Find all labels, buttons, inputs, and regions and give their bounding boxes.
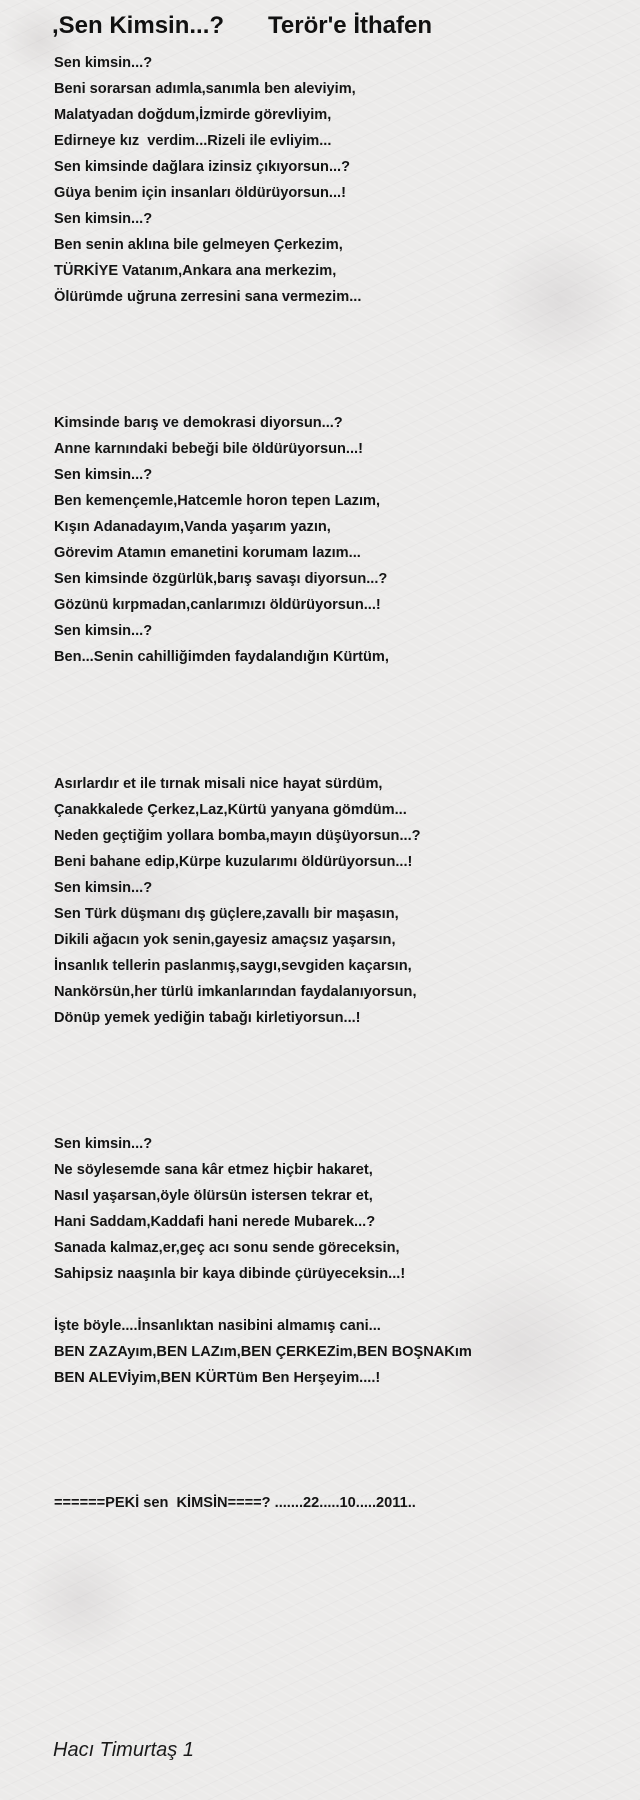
stanza-4 <box>54 1131 472 1391</box>
poem-line: Kışın Adanadayım,Vanda yaşarım yazın, <box>54 519 331 535</box>
poem-line: TÜRKİYE Vatanım,Ankara ana merkezim, <box>54 263 337 279</box>
poem-line: Hani Saddam,Kaddafi hani nerede Mubarek...? <box>54 1214 376 1230</box>
poem-line: Güya benim için insanları öldürüyorsun...! <box>54 185 346 201</box>
poem-line: Sahipsiz naaşınla bir kaya dibinde çürüyeceksin...! <box>54 1266 406 1282</box>
stanza-3 <box>54 771 421 1031</box>
poem-line: Sen kimsin...? <box>54 55 153 71</box>
poem-title <box>52 12 432 40</box>
poem-line: Beni sorarsan adımla,sanımla ben aleviyim, <box>54 81 356 97</box>
poem-line-blank <box>54 1287 472 1313</box>
poem-line: Sen kimsinde dağlara izinsiz çıkıyorsun...? <box>54 159 351 175</box>
poem-line: Sen kimsin...? <box>54 467 153 483</box>
poem-line: İnsanlık tellerin paslanmış,saygı,sevgiden kaçarsın, <box>54 958 412 974</box>
poem-line: Sanada kalmaz,er,geç acı sonu sende göreceksin, <box>54 1240 400 1256</box>
poem-title-dedication: Terör'e İthafen <box>268 12 432 39</box>
poem-line: Sen kimsinde özgürlük,barış savaşı diyorsun...? <box>54 571 388 587</box>
poem-line: Kimsinde barış ve demokrasi diyorsun...? <box>54 415 343 431</box>
poem-line: Nankörsün,her türlü imkanlarından faydalanıyorsun, <box>54 984 417 1000</box>
poem-line: Sen Türk düşmanı dış güçlere,zavallı bir maşasın, <box>54 906 399 922</box>
poem-line: Sen kimsin...? <box>54 623 153 639</box>
poem-line: Sen kimsin...? <box>54 211 153 227</box>
poem-line: Neden geçtiğim yollara bomba,mayın düşüyorsun...? <box>54 828 421 844</box>
poem-line: Ben senin aklına bile gelmeyen Çerkezim, <box>54 237 343 253</box>
poem-line: Ben kemençemle,Hatcemle horon tepen Lazım, <box>54 493 381 509</box>
poem-line: Asırlardır et ile tırnak misali nice hayat sürdüm, <box>54 776 383 792</box>
stanza-2 <box>54 410 389 670</box>
poem-line: Edirneye kız verdim...Rizeli ile evliyim... <box>54 133 332 149</box>
poem-line: Dikili ağacın yok senin,gayesiz amaçsız yaşarsın, <box>54 932 396 948</box>
poem-line: Gözünü kırpmadan,canlarımızı öldürüyorsun...! <box>54 597 381 613</box>
poem-line: BEN ALEVİyim,BEN KÜRTüm Ben Herşeyim....! <box>54 1370 381 1386</box>
poem-line: Dönüp yemek yediğin tabağı kirletiyorsun...! <box>54 1010 361 1026</box>
poem-line: Sen kimsin...? <box>54 880 153 896</box>
poem-line: Nasıl yaşarsan,öyle ölürsün istersen tekrar et, <box>54 1188 373 1204</box>
poem-line: Ne söylesemde sana kâr etmez hiçbir hakaret, <box>54 1162 373 1178</box>
stanza-1 <box>54 50 361 310</box>
author-signature: Hacı Timurtaş 1 <box>53 1739 194 1761</box>
poem-line: Ben...Senin cahilliğimden faydalandığın Kürtüm, <box>54 649 389 665</box>
poem-closing-line: ======PEKİ sen KİMSİN====? .......22.....10.....2011.. <box>54 1495 416 1511</box>
poem-line: İşte böyle....İnsanlıktan nasibini almamış cani... <box>54 1318 381 1334</box>
poem-line: Görevim Atamın emanetini korumam lazım... <box>54 545 361 561</box>
poem-line: BEN ZAZAyım,BEN LAZım,BEN ÇERKEZim,BEN BOŞNAKım <box>54 1344 472 1360</box>
poem-line: Sen kimsin...? <box>54 1136 153 1152</box>
poem-title-main: ,Sen Kimsin...? <box>52 12 225 39</box>
poem-line: Beni bahane edip,Kürpe kuzularımı öldürüyorsun...! <box>54 854 413 870</box>
stanza-5-closing <box>54 1490 416 1516</box>
poem-line: Malatyadan doğdum,İzmirde görevliyim, <box>54 107 332 123</box>
poem-line: Anne karnındaki bebeği bile öldürüyorsun...! <box>54 441 363 457</box>
poem-line: Çanakkalede Çerkez,Laz,Kürtü yanyana gömdüm... <box>54 802 407 818</box>
poem-line: Ölürümde uğruna zerresini sana vermezim... <box>54 289 362 305</box>
